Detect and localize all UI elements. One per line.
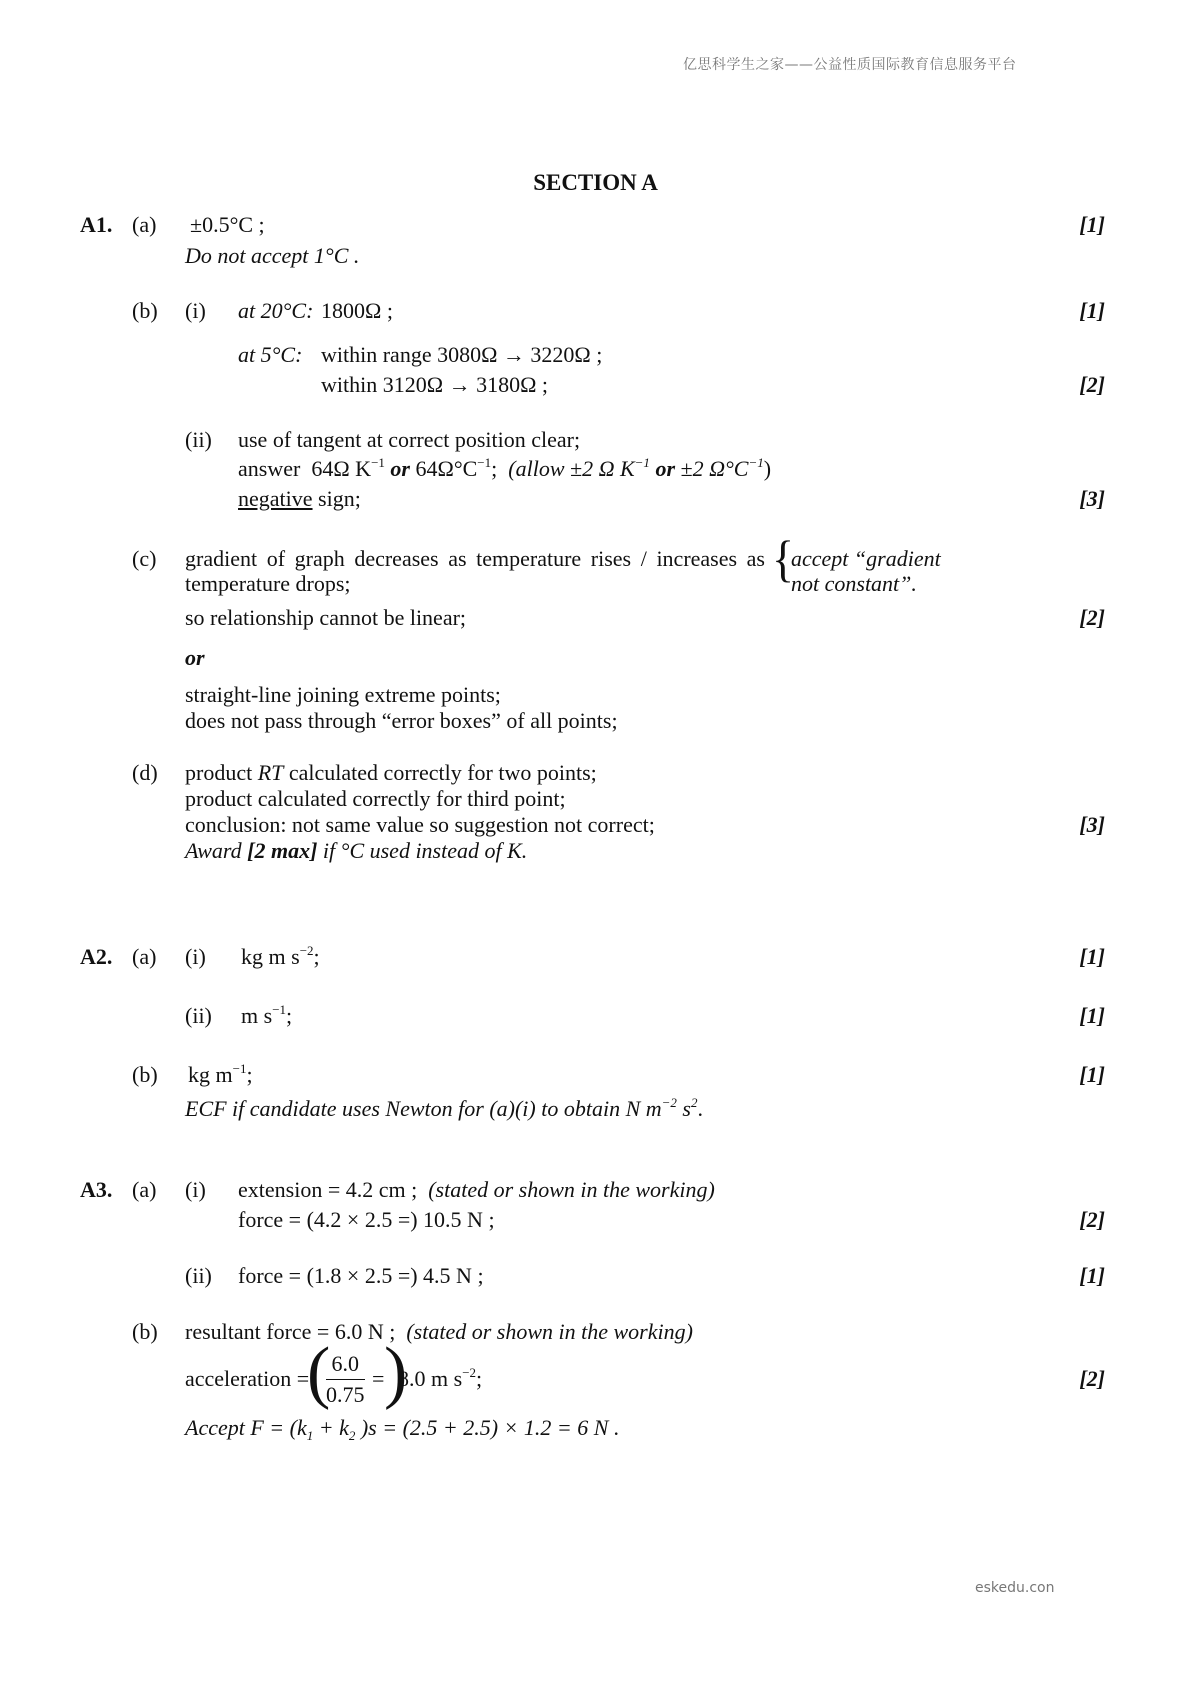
a1bi-at20-label: at 20°C:	[238, 298, 314, 323]
a1c-line1: gradient of graph decreases as temperature rises / increases as	[185, 546, 765, 571]
a1c-accept2: not constant”.	[791, 571, 917, 596]
a3b-accel-label: acceleration =	[185, 1366, 310, 1391]
a1bi-at20-value: 1800Ω ;	[321, 298, 393, 323]
a1bii-answer-line: answer 64Ω $K^{-1}$ or $64\Omega^\circ C^{-1}$; (allow ±2 Ω $K^{-1}$ or ±2 $\Omega^\circ C^{-1}$)	[238, 455, 772, 481]
a1c-line3: so relationship cannot be linear;	[185, 605, 467, 630]
a3b-numerator: 6.0	[326, 1351, 365, 1380]
a3b-accept-note: Accept $F = (k_1 + k_2$ )s = (2.5 + 2.5) × 1.2 = 6 N .	[185, 1415, 620, 1443]
a3b-mark: [2]	[1079, 1366, 1105, 1391]
subpart-label-a3ai: (i)	[185, 1177, 206, 1202]
a1bii-line1: use of tangent at correct position clear;	[238, 427, 581, 452]
a1bi-mark1: [1]	[1079, 298, 1105, 323]
section-title: SECTION A	[533, 170, 658, 195]
part-label-a2a: (a)	[132, 944, 157, 969]
site-footer-text: eskedu.con	[975, 1580, 1055, 1596]
part-label-a1d: (d)	[132, 760, 158, 785]
subpart-label-a1bii: (ii)	[185, 427, 212, 452]
a3b-denominator: 0.75	[326, 1382, 365, 1407]
a1a-answer: ±0.5°C ;	[190, 212, 265, 237]
part-label-a1b: (b)	[132, 298, 158, 323]
question-number-a1: A1.	[80, 212, 113, 237]
subpart-label-a2aii: (ii)	[185, 1003, 212, 1028]
a3b-equals: =	[372, 1366, 385, 1391]
a3ai-line1: extension = 4.2 cm ; (stated or shown in the working)	[238, 1177, 715, 1202]
a2ai-mark: [1]	[1079, 944, 1105, 969]
a3b-result: 8.0 m $s^{-2}$;	[398, 1365, 483, 1391]
a1c-brace: {	[772, 530, 795, 587]
a1a-mark: [1]	[1079, 212, 1105, 237]
a1a-note: Do not accept 1°C .	[185, 243, 360, 268]
a1c-line4: straight-line joining extreme points;	[185, 682, 501, 707]
a2b-ecf-note: ECF if candidate uses Newton for (a)(i) to obtain N $m^{-2}$ $s^2$.	[185, 1095, 703, 1121]
subpart-label-a3aii: (ii)	[185, 1263, 212, 1288]
a1d-award-note: Award [2 max] if °C used instead of K.	[185, 838, 528, 863]
a1bi-at5-label: at 5°C:	[238, 342, 303, 367]
a1c-accept1: accept “gradient	[791, 546, 941, 571]
a3aii-mark: [1]	[1079, 1263, 1105, 1288]
a1d-line2: product calculated correctly for third point;	[185, 786, 566, 811]
part-label-a3b: (b)	[132, 1319, 158, 1344]
a1bii-negative-line: negative sign;	[238, 486, 361, 511]
part-label-a1a: (a)	[132, 212, 157, 237]
a1d-mark: [3]	[1079, 812, 1105, 837]
subpart-label-a1bi: (i)	[185, 298, 206, 323]
site-header-text: 亿思科学生之家——公益性质国际教育信息服务平台	[683, 57, 1017, 73]
a1d-line1: product RT calculated correctly for two points;	[185, 760, 597, 785]
a3ai-mark: [2]	[1079, 1207, 1105, 1232]
a2aii-mark: [1]	[1079, 1003, 1105, 1028]
a3b-right-paren: )	[384, 1334, 408, 1411]
a3aii-line: force = (1.8 × 2.5 =) 4.5 N ;	[238, 1263, 484, 1288]
a1bi-range2: within 3120Ω → 3180Ω ;	[321, 372, 549, 397]
question-number-a3: A3.	[80, 1177, 113, 1202]
a3b-line1: resultant force = 6.0 N ; (stated or shown in the working)	[185, 1319, 693, 1344]
a2b-unit: kg $m^{-1}$;	[188, 1061, 253, 1087]
a1c-or: or	[185, 645, 205, 670]
part-label-a1c: (c)	[132, 546, 157, 571]
a2ai-unit: kg m $s^{-2}$;	[241, 943, 320, 969]
a2aii-unit: m $s^{-1}$;	[241, 1002, 293, 1028]
a3b-fraction	[326, 1351, 365, 1408]
a2b-mark: [1]	[1079, 1062, 1105, 1087]
a3ai-line2: force = (4.2 × 2.5 =) 10.5 N ;	[238, 1207, 495, 1232]
part-label-a3a: (a)	[132, 1177, 157, 1202]
a1bii-mark: [3]	[1079, 486, 1105, 511]
a3b-left-paren: (	[307, 1334, 331, 1411]
a1bi-range1: within range 3080Ω → 3220Ω ;	[321, 342, 603, 367]
subpart-label-a2ai: (i)	[185, 944, 206, 969]
a1d-line3: conclusion: not same value so suggestion not correct;	[185, 812, 655, 837]
a1c-line5: does not pass through “error boxes” of all points;	[185, 708, 618, 733]
a1c-line2: temperature drops;	[185, 571, 351, 596]
question-number-a2: A2.	[80, 944, 113, 969]
part-label-a2b: (b)	[132, 1062, 158, 1087]
a1c-mark: [2]	[1079, 605, 1105, 630]
a1bi-mark2: [2]	[1079, 372, 1105, 397]
